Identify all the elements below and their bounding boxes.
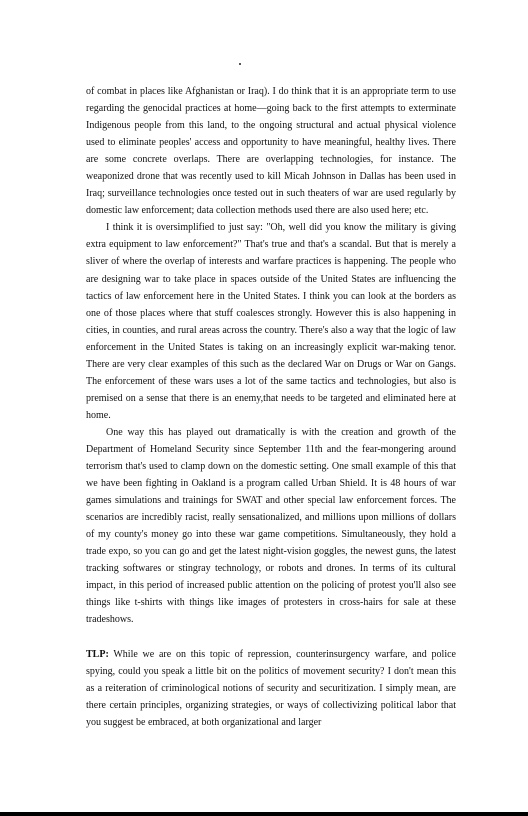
scan-speck [239, 63, 241, 65]
scan-border [0, 812, 528, 816]
paragraph-2: I think it is oversimplified to just say: "Oh, well did you know the military is giving extra equipment to law enforcement?" That's true and that's a scandal. But that is merely a sliver of where the overlap of interests and warfare practices is happening. The people who are designing war to take place in spaces outside of the United States are influencing the tactics of law enforcement here in the United States. I think you can look at the borders as one of those places where that stuff coalesces strongly. However this is also happening in cities, in counties, and rural areas across the country. There's also a way that the logic of law enforcement in the United States is taking on an increasingly explicit war-making tenor. There are very clear examples of this such as the declared War on Drugs or War on Gangs. The enforcement of these wars uses a lot of the same tactics and technologies, but also is premised on a sense that there is an enemy,that needs to be targeted and eliminated here at home. [86, 222, 456, 421]
speaker-label: TLP: [86, 648, 109, 660]
question-text: While we are on this topic of repression, counterinsurgency warfare, and police spying, could you speak a little bit on the politics of movement security? I don't mean this as a reiteration of criminological notions of security and securitization. I simply mean, are there certain principles, organizing strategies, or ways of collectivizing political labor that you suggest be embraced, at both organizational and larger [86, 648, 456, 728]
question-paragraph [86, 646, 456, 731]
document-page [86, 83, 456, 731]
paragraph-3: One way this has played out dramatically is with the creation and growth of the Department of Homeland Security since September 11th and the fear-mongering around terrorism that's used to clamp down on the domestic setting. One small example of this that we have been fighting in Oakland is a program called Urban Shield. It is 48 hours of war games simulations and trainings for SWAT and other special law enforcement forces. The scenarios are incredibly racist, really sensationalized, and millions upon millions of dollars of my county's money go into these war game competitions. Simultaneously, they hold a trade expo, so you can go and get the latest night-vision goggles, the newest guns, the latest tracking softwares or stingray technology, or robots and drones. In terms of its cultural impact, in this period of increased public attention on the policing of protest you'll also see things like t-shirts with things like images of protesters in cross-hairs for sale at these tradeshows. [86, 426, 456, 626]
paragraph-1: of combat in places like Afghanistan or Iraq). I do think that it is an appropriate term to use regarding the genocidal practices at home—going back to the first attempts to exterminate Indigenous people from this land, to the ongoing structural and actual physical violence used to eliminate peoples' access and opportunity to have meaningful, healthy lives. There are some concrete overlaps. There are overlapping technologies, for instance. The weaponized drone that was recently used to kill Micah Johnson in Dallas has been used in Iraq; surveillance technologies once tested out in such theaters of war are used regularly by domestic law enforcement; data collection methods used there are also used here; etc. [86, 86, 456, 217]
